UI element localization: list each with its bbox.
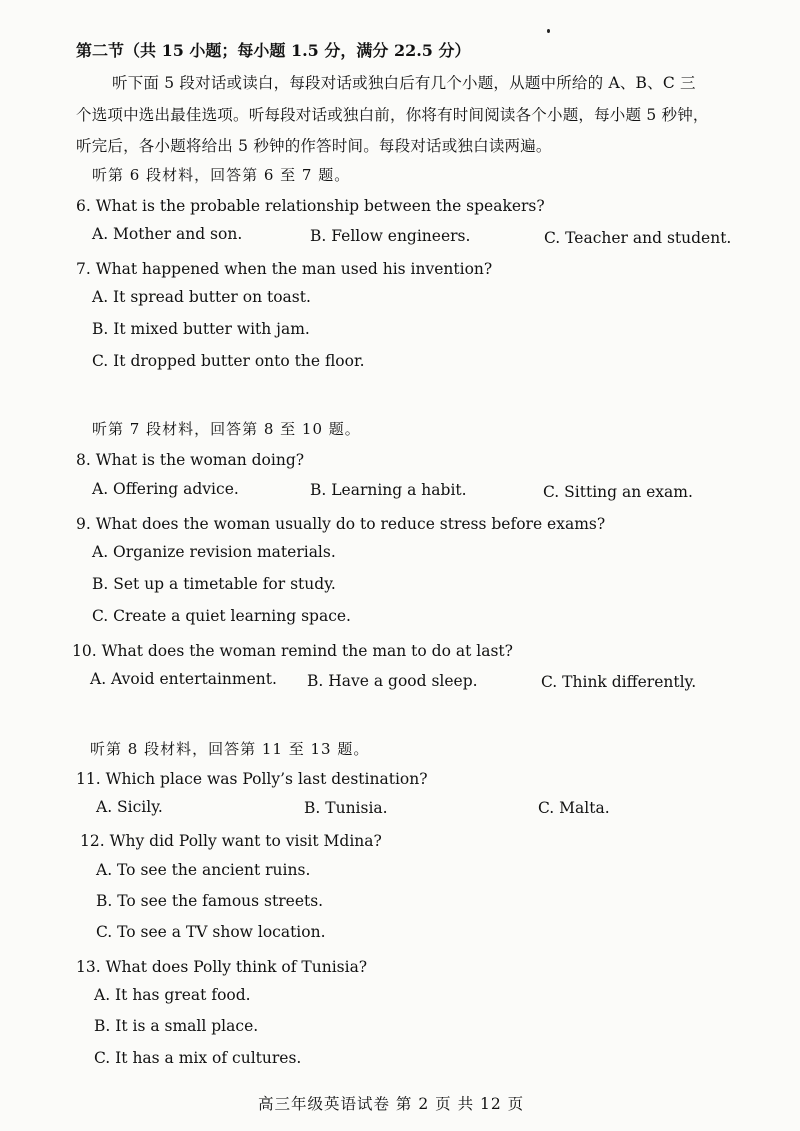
option-a: A. Mother and son. — [92, 225, 243, 243]
option-b: B. It is a small place. — [94, 1017, 259, 1035]
option-c: C. Malta. — [538, 799, 610, 817]
group-heading: 听第 6 段材料，回答第 6 至 7 题。 — [92, 166, 351, 184]
option-c: C. Sitting an exam. — [543, 483, 693, 501]
option-b: B. Learning a habit. — [310, 481, 467, 499]
option-a: A. It spread butter on toast. — [92, 288, 311, 306]
option-c: C. Create a quiet learning space. — [92, 607, 351, 625]
option-c: C. It has a mix of cultures. — [94, 1049, 302, 1067]
question-stem: 6. What is the probable relationship between the speakers? — [76, 197, 545, 215]
option-b: B. Fellow engineers. — [310, 227, 471, 245]
page-footer: 高三年级英语试卷 第 2 页 共 12 页 — [258, 1095, 525, 1113]
question-stem: 9. What does the woman usually do to reduce stress before exams? — [76, 515, 606, 533]
question-stem: 12. Why did Polly want to visit Mdina? — [80, 832, 382, 850]
question-stem: 13. What does Polly think of Tunisia? — [76, 958, 368, 976]
section-title: 第二节（共 15 小题；每小题 1.5 分，满分 22.5 分） — [76, 41, 471, 60]
instruction-line-1: 听下面 5 段对话或读白，每段对话或独白后有几个小题，从题中所给的 A、B、C 三 — [112, 74, 696, 92]
option-b: B. Tunisia. — [304, 799, 388, 817]
group-heading: 听第 8 段材料，回答第 11 至 13 题。 — [90, 740, 370, 758]
option-c: C. It dropped butter onto the floor. — [92, 352, 365, 370]
question-stem: 10. What does the woman remind the man to do at last? — [72, 642, 513, 660]
option-a: A. To see the ancient ruins. — [96, 861, 311, 879]
option-c: C. Think differently. — [541, 673, 697, 691]
question-stem: 8. What is the woman doing? — [76, 451, 305, 469]
option-a: A. Organize revision materials. — [92, 543, 336, 561]
scan-speck — [547, 29, 550, 33]
option-c: C. To see a TV show location. — [96, 923, 326, 941]
option-a: A. Offering advice. — [92, 480, 239, 498]
option-b: B. To see the famous streets. — [96, 892, 324, 910]
option-b: B. Have a good sleep. — [307, 672, 478, 690]
option-b: B. It mixed butter with jam. — [92, 320, 310, 338]
option-b: B. Set up a timetable for study. — [92, 575, 336, 593]
option-a: A. It has great food. — [94, 986, 251, 1004]
group-heading: 听第 7 段材料，回答第 8 至 10 题。 — [92, 420, 361, 438]
question-stem: 7. What happened when the man used his invention? — [76, 260, 493, 278]
instruction-line-3: 听完后，各小题将给出 5 秒钟的作答时间。每段对话或独白读两遍。 — [76, 137, 552, 155]
option-a: A. Avoid entertainment. — [90, 670, 277, 688]
question-stem: 11. Which place was Polly’s last destination? — [76, 770, 428, 788]
instruction-line-2: 个选项中选出最佳选项。听每段对话或独白前，你将有时间阅读各个小题，每小题 5 秒钟， — [76, 106, 709, 124]
option-c: C. Teacher and student. — [544, 229, 732, 247]
option-a: A. Sicily. — [96, 798, 163, 816]
